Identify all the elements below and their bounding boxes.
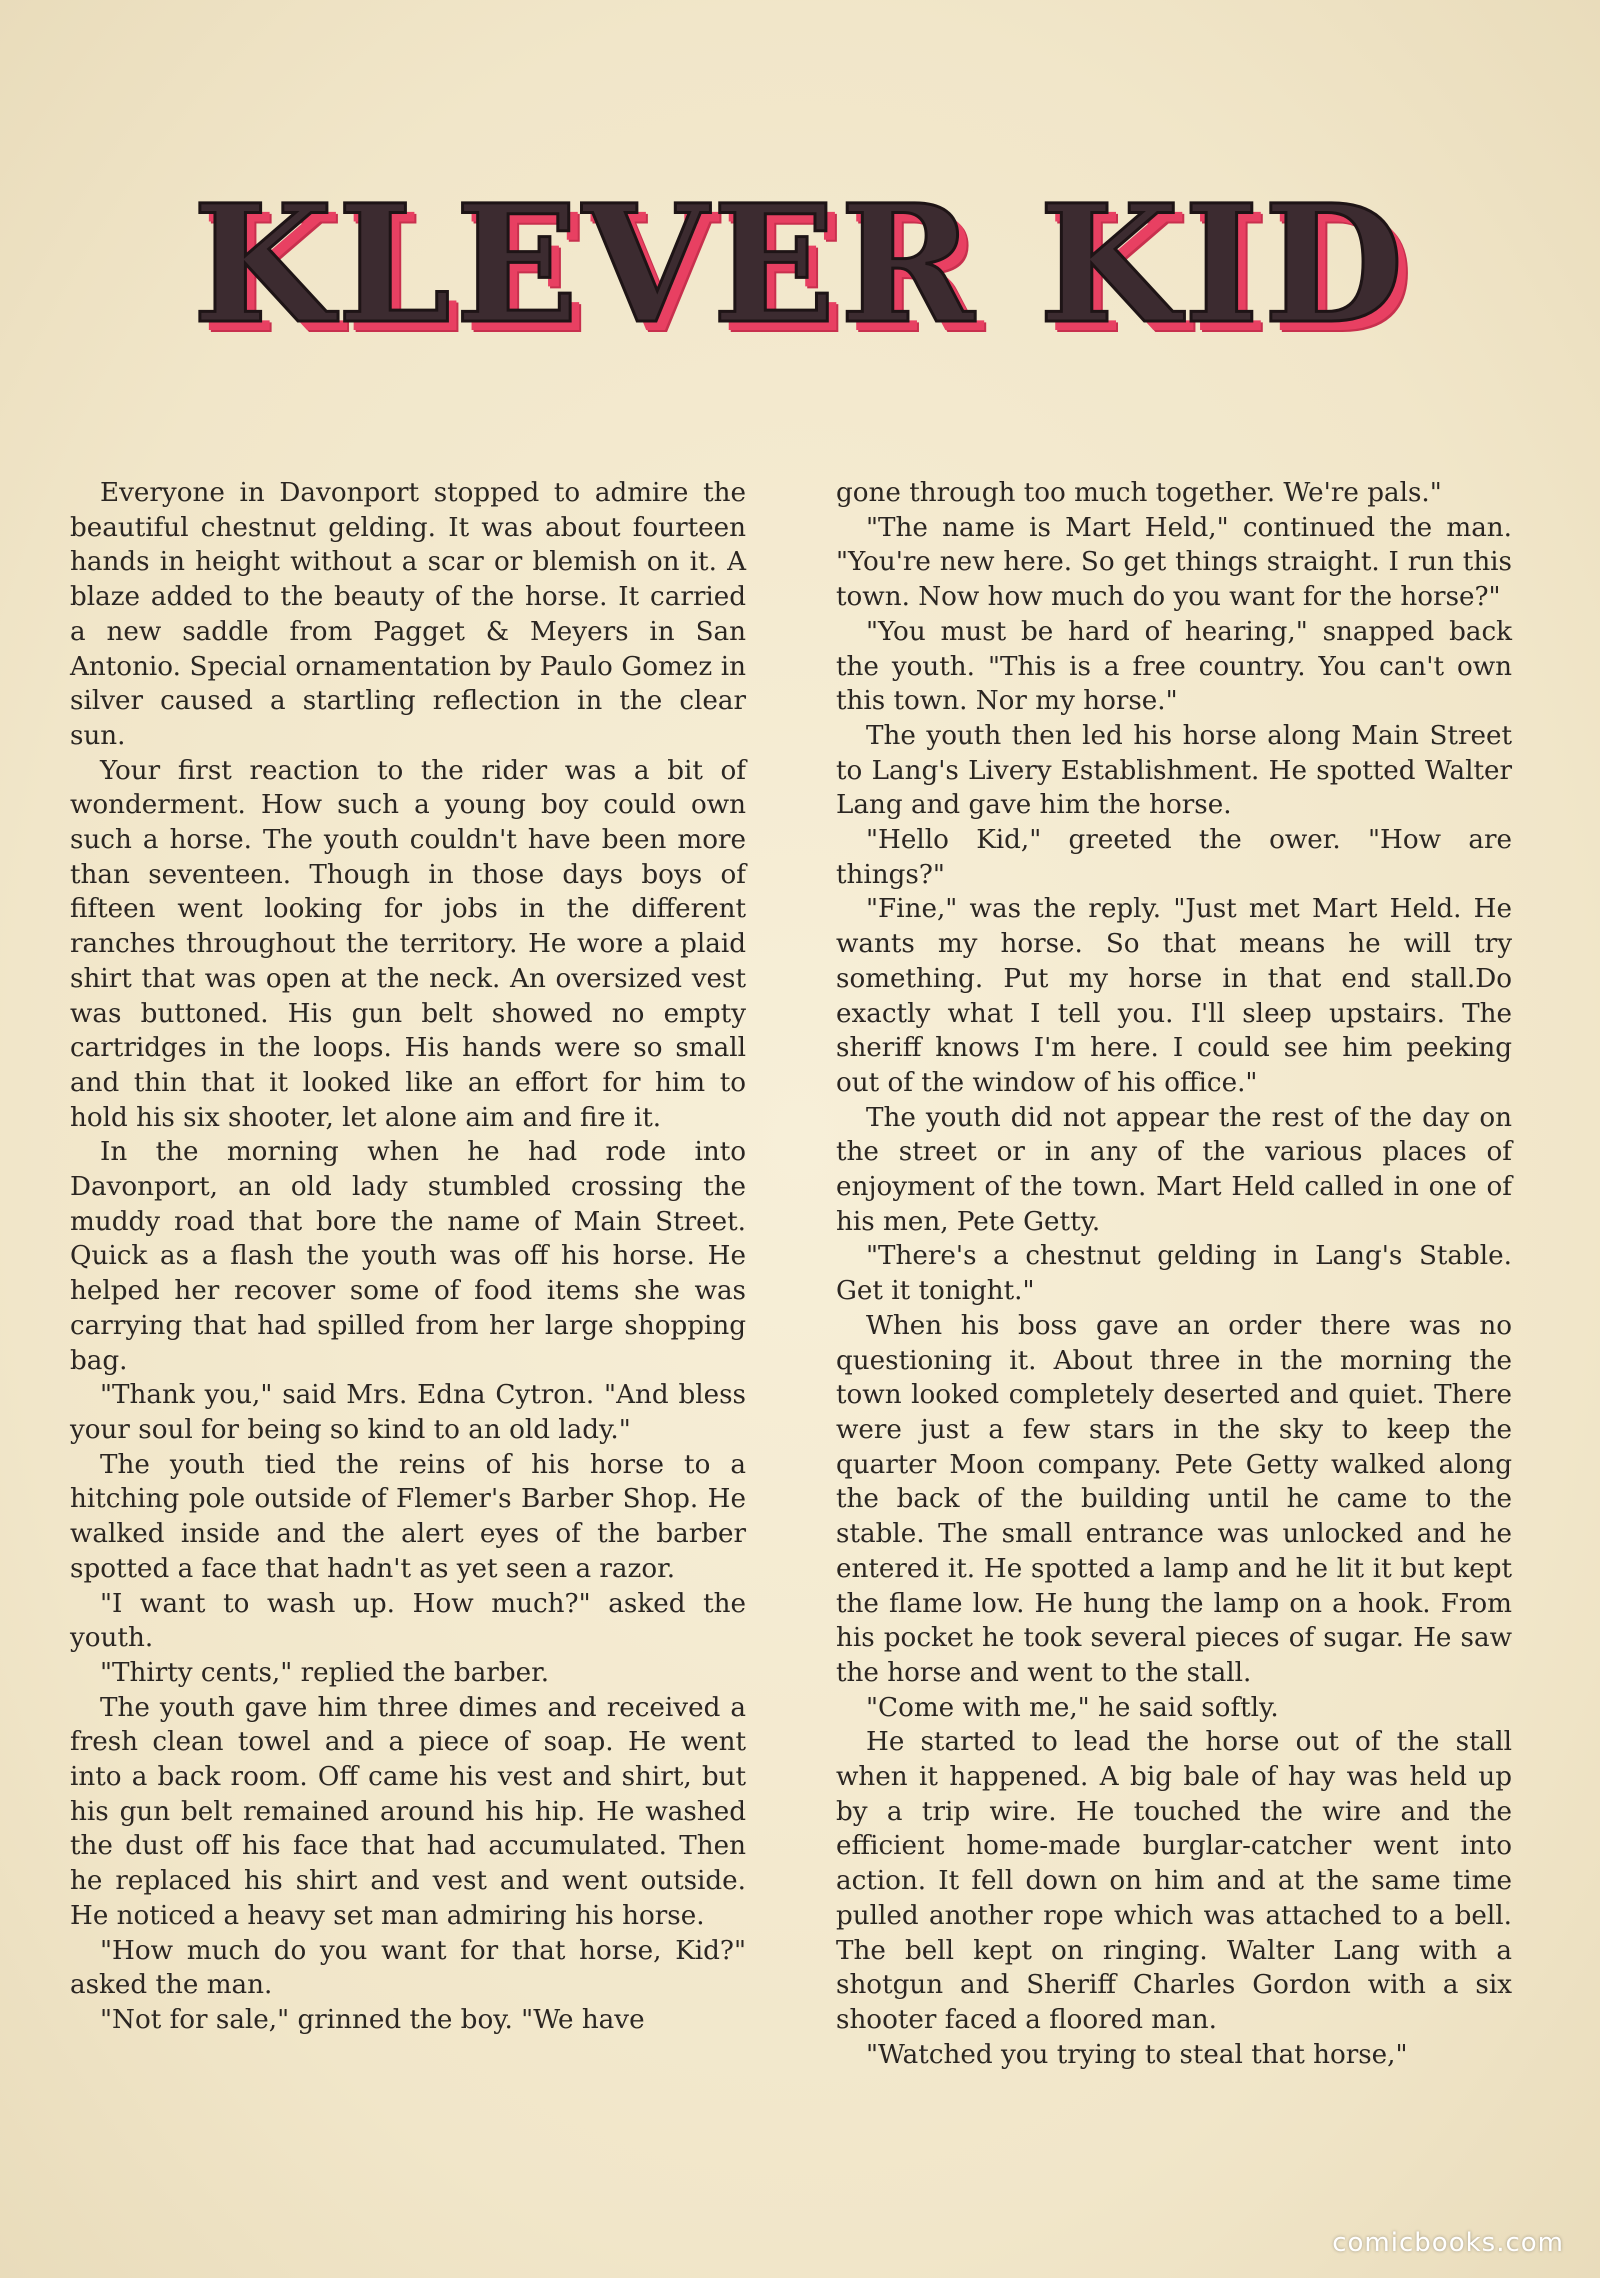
paragraph: "How much do you want for that horse, Kid?" asked the man. xyxy=(70,1935,746,2001)
paragraph: "Come with me," he said softly. xyxy=(866,1692,1279,1723)
text-column-left xyxy=(70,476,746,2038)
paragraph: When his boss gave an order there was no questioning it. About three in the morning the town looked completely deserted and quiet. There were just a few stars in the sky to keep the quarter Moon company. Pete Getty walked along the back of the building until he came to the stable. The small entrance was unlocked and he entered it. He spotted a lamp and he lit it but kept the flame low. He hung the lamp on a hook. From his pocket he took several pieces of sugar. He saw the horse and went to the stall. xyxy=(836,1310,1512,1688)
paragraph: "Thirty cents," replied the barber. xyxy=(100,1657,550,1688)
paragraph: The youth tied the reins of his horse to a hitching pole outside of Flemer's Barber Shop. He walked inside and the alert eyes of the barber spotted a face that hadn't as yet seen a razor. xyxy=(70,1449,746,1584)
paragraph: "I want to wash up. How much?" asked the youth. xyxy=(70,1588,746,1654)
paragraph: The youth gave him three dimes and received a fresh clean towel and a piece of soap. He went into a back room. Off came his vest and shirt, but his gun belt remained around his hip. He washed the dust off his face that had accumulated. Then he replaced his shirt and vest and went outside. He noticed a heavy set man admiring his horse. xyxy=(70,1692,746,1931)
paragraph: "You must be hard of hearing," snapped back the youth. "This is a free country. You can't own this town. Nor my horse." xyxy=(836,616,1512,717)
paragraph: "Hello Kid," greeted the ower. "How are things?" xyxy=(836,825,1512,890)
paragraph: He started to lead the horse out of the stall when it happened. A big bale of hay was held up by a trip wire. He touched the wire and the efficient home-made burglar-catcher went into action. It fell down on him and at the same time pulled another rope which was attached to a bell. The bell kept on ringing. Walter Lang with a shotgun and Sheriff Charles Gordon with a six shooter faced a floored man. xyxy=(836,1727,1512,2035)
paragraph: "There's a chestnut gelding in Lang's Stable. Get it tonight." xyxy=(836,1241,1512,1307)
text-column-right xyxy=(836,476,1512,2072)
paragraph-continuation: gone through too much together. We're pals." xyxy=(836,478,1442,508)
site-watermark: comicbooks.com xyxy=(1332,2228,1564,2258)
paragraph: "Watched you trying to steal that horse," xyxy=(866,2039,1408,2070)
paragraph: The youth then led his horse along Main Street to Lang's Livery Establishment. He spotted Walter Lang and gave him the horse. xyxy=(836,720,1512,821)
story-title: KLEVER KID xyxy=(192,170,1408,360)
paragraph: "Thank you," said Mrs. Edna Cytron. "And bless your soul for being so kind to an old lady." xyxy=(70,1380,746,1445)
paragraph: The youth did not appear the rest of the day on the street or in any of the various places of enjoyment of the town. Mart Held called in one of his men, Pete Getty. xyxy=(836,1102,1512,1237)
story-title-banner xyxy=(180,170,1420,360)
paragraph: "Not for sale," grinned the boy. "We have xyxy=(100,2004,645,2035)
paragraph: "Fine," was the reply. "Just met Mart Held. He wants my horse. So that means he will try something. Put my horse in that end stall.Do exactly what I tell you. I'll sleep upstairs. The sheriff knows I'm here. I could see him peeking out of the window of his office." xyxy=(836,894,1512,1098)
paragraph: In the morning when he had rode into Davonport, an old lady stumbled crossing the muddy road that bore the name of Main Street. Quick as a flash the youth was off his horse. He helped her recover some of food items she was carrying that had spilled from her large shopping bag. xyxy=(70,1137,746,1376)
paragraph: Your first reaction to the rider was a bit of wonderment. How such a young boy could own such a horse. The youth couldn't have been more than seventeen. Though in those days boys of fifteen went looking for jobs in the different ranches throughout the territory. He wore a plaid shirt that was open at the neck. An oversized vest was buttoned. His gun belt showed no empty cartridges in the loops. His hands were so small and thin that it looked like an effort for him to hold his six shooter, let alone aim and fire it. xyxy=(70,755,746,1133)
paragraph: "The name is Mart Held," continued the man. "You're new here. So get things straight. I run this town. Now how much do you want for the horse?" xyxy=(836,512,1512,613)
paragraph: Everyone in Davonport stopped to admire the beautiful chestnut gelding. It was about fourteen hands in height without a scar or blemish on it. A blaze added to the beauty of the horse. It carried a new saddle from Pagget & Meyers in San Antonio. Special ornamentation by Paulo Gomez in silver caused a startling reflection in the clear sun. xyxy=(70,478,746,751)
